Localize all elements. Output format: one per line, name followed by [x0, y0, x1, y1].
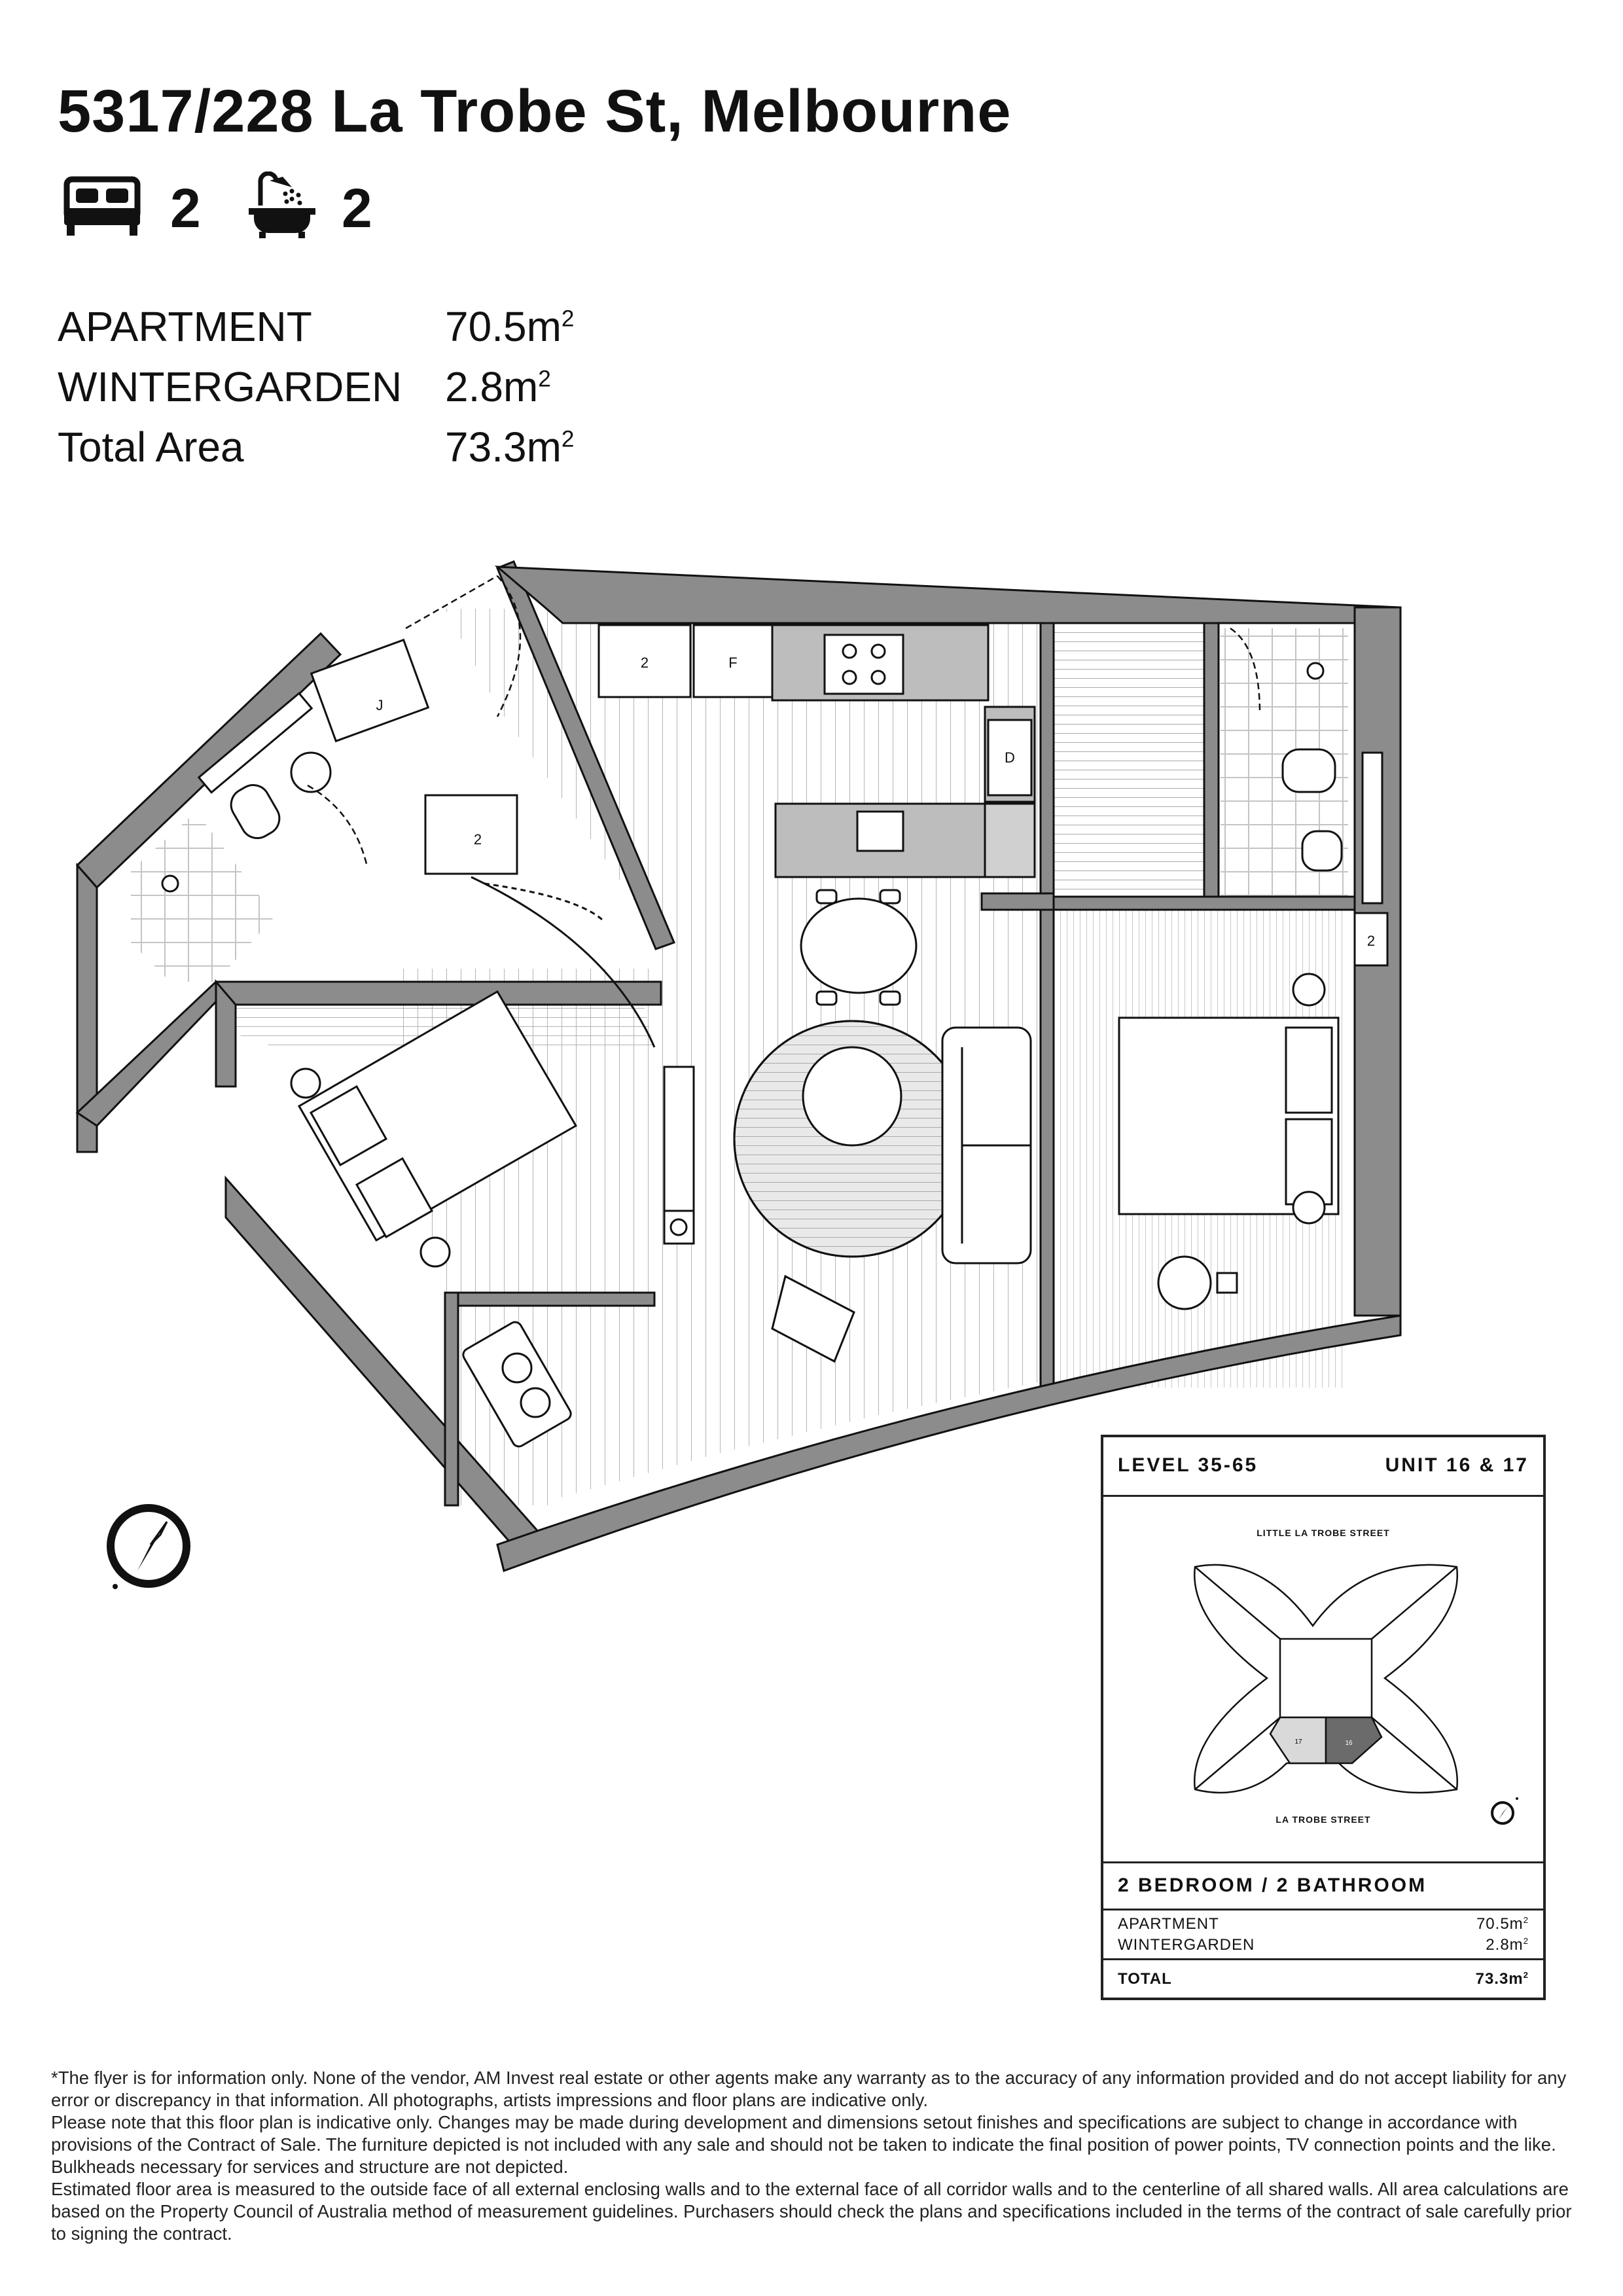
appliance-2-label: 2 [1366, 933, 1376, 949]
mini-compass-icon [1488, 1795, 1521, 1827]
appliance-d-label: D [1005, 749, 1015, 766]
building-footprint [1182, 1554, 1470, 1803]
key-plan-type [1103, 1861, 1543, 1910]
disclaimer-paragraph: *The flyer is for information only. None of the vendor, AM Invest real estate or other agents make any warranty as to the accuracy of any information provided and do not accept liability for any error or discrepancy in that information. All photographs, artists impressions and floor plans are indicative only. [51, 2068, 1567, 2110]
disclaimer-paragraph: Estimated floor area is measured to the outside face of all external enclosing walls and to the external face of all corridor walls and to the centerline of all shared walls. All area calculations are based on the Property Council of Australia method of measurement guidelines. Purchasers should check the plans and specifications included in the terms of the contract of sale carefully prior to signing the contract. [51, 2179, 1572, 2244]
unit-17-label: 17 [1294, 1738, 1302, 1746]
area-value-total: $73.3m^2$ [445, 423, 575, 471]
unit-text: UNIT 16 & 17 [1385, 1454, 1529, 1476]
unit-16-label: 16 [1345, 1740, 1353, 1747]
kp-wintergarden-value: $2.8m^2$ [1486, 1936, 1529, 1954]
disclaimer [51, 2067, 1578, 2245]
kp-total-label: TOTAL [1118, 1970, 1172, 1988]
robe-floor [1047, 628, 1204, 903]
unit-type: 2 BEDROOM / 2 BATHROOM [1118, 1874, 1427, 1896]
area-value-wintergarden: $2.8m^2$ [445, 363, 551, 410]
laundry-unit [425, 795, 517, 874]
listing-address: 5317/228 La Trobe St, Melbourne [58, 78, 1012, 145]
area-label-wintergarden: WINTERGARDEN [58, 363, 402, 410]
kp-apartment-value: $70.5m^2$ [1476, 1915, 1529, 1933]
street-top: LITTLE LA TROBE STREET [1257, 1528, 1390, 1538]
disclaimer-paragraph: Please note that this floor plan is indicative only. Changes may be made during development and dimensions setout finishes and specifications are subject to change in accordance with provisions of the Contract of Sale. The furniture depicted is not included with any sale and should not be taken to indicate the final position of power points, TV connection points and the like. Bulkheads necessary for services and structure are not depicted. [51, 2112, 1556, 2177]
area-label-apartment: APARTMENT [58, 303, 312, 350]
level-text: LEVEL 35-65 [1118, 1454, 1258, 1476]
fridge-label: 2 [640, 655, 649, 671]
key-plan-header [1103, 1437, 1543, 1497]
laundry-unit-label: 2 [473, 831, 482, 848]
cooktop [825, 635, 903, 694]
area-value-apartment: $70.5m^2$ [445, 303, 575, 350]
kitchen-sink [857, 812, 903, 851]
area-label-total: Total Area [58, 423, 244, 471]
key-plan-box [1101, 1435, 1546, 2000]
kp-wintergarden-label: WINTERGARDEN [1118, 1936, 1255, 1954]
kp-total-value: $73.3m^2$ [1475, 1970, 1529, 1988]
kp-apartment-label: APARTMENT [1118, 1915, 1219, 1933]
street-bottom: LA TROBE STREET [1275, 1814, 1371, 1825]
bathroom-count: 2 [342, 177, 372, 239]
key-plan-map [1103, 1495, 1543, 1863]
dishwasher-label: F [728, 655, 738, 671]
north-compass-icon [111, 1508, 187, 1589]
key-plan-total [1103, 1958, 1543, 1998]
bedroom-count: 2 [170, 177, 201, 239]
key-plan-areas [1103, 1909, 1543, 1960]
laundry-label: J [376, 697, 383, 713]
